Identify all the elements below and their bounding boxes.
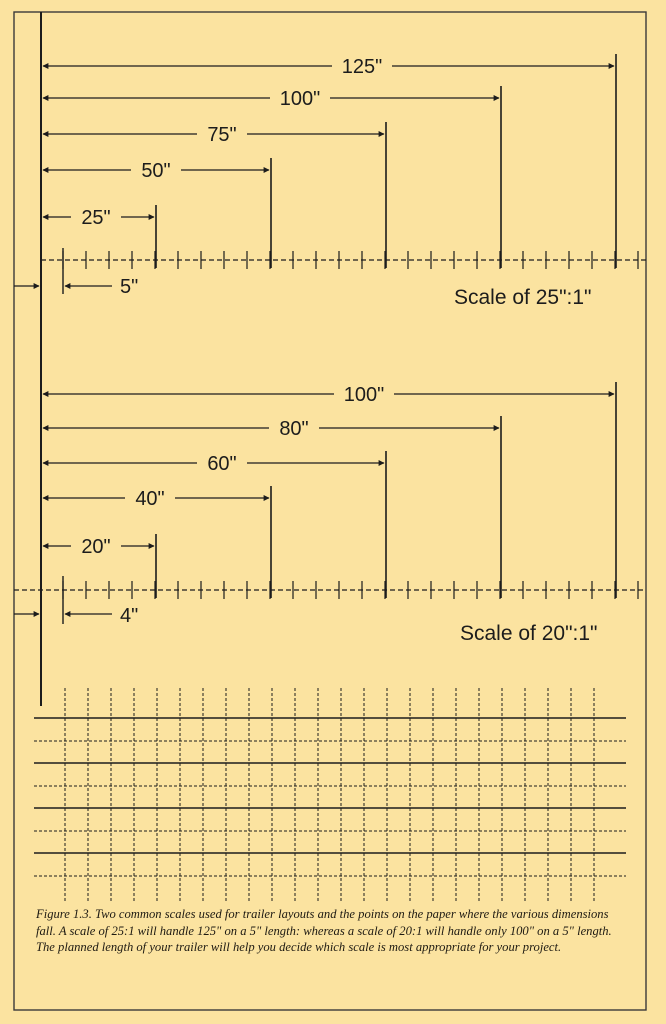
scale-b [14,382,646,645]
scale-a-dimension-label: 125" [341,56,383,78]
page-frame [14,12,646,1010]
scale-a [41,54,646,309]
scale-b-dimension-label: 40" [135,488,165,510]
scale-a-dimensions [43,54,616,268]
grid-paper [34,688,626,902]
scale-b-title: Scale of 20":1" [460,622,598,645]
scale-a-title: Scale of 25":1" [454,286,592,309]
figure-caption: Figure 1.3. Two common scales used for trailer layouts and the points on the paper where the various dimensions fall. A scale of 25:1 will handle 125" on a 5" length: whereas a scale of 20:1 will handle only 100" on a 5" length. The planned length of your trailer will help you decide which scale is most appropriate for your project. [36,907,612,954]
scale-b-tick-label: 4" [120,605,139,627]
scale-b-dimensions [43,382,616,598]
scale-a-tick-label: 5" [120,276,139,298]
scale-b-dimension-label: 80" [279,418,309,440]
scale-a-dimension-label: 50" [141,160,171,182]
scale-a-dimension-label: 100" [279,88,321,110]
scale-b-dimension-label: 100" [343,384,385,406]
scale-b-dimension-label: 20" [81,536,111,558]
scale-a-dimension-label: 25" [81,207,111,229]
scale-a-dimension-label: 75" [207,124,237,146]
scale-b-dimension-label: 60" [207,453,237,475]
